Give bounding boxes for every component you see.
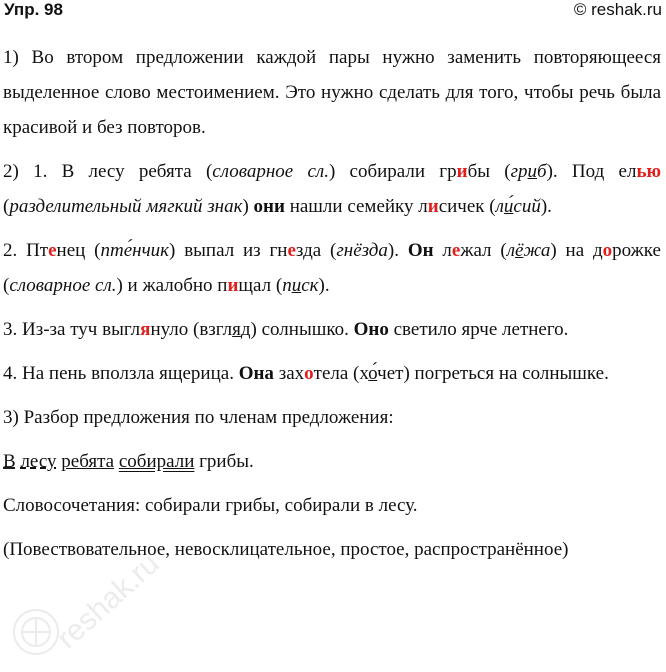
sentence-pair-3: 3. Из-за туч выглянуло (взгляд) солнышко. Оно светило ярче летнего. bbox=[3, 319, 569, 340]
answer-text bbox=[3, 40, 661, 567]
exercise-title: Упр. 98 bbox=[4, 0, 63, 19]
watermark-text: reshak.ru bbox=[50, 546, 166, 656]
sentence-pair-2: 2. Птенец (пте́нчик) выпал из гнезда (гнёзда). Он лежал (лёжа) на дорожке (словарное сл.) и жалобно пищал (писк). bbox=[3, 240, 661, 296]
sentence-pair-4: 4. На пень вползла ящерица. Она захотела (хо́чет) погреться на солнышке. bbox=[3, 363, 609, 384]
paragraph-1: 1) Во втором предложении каждой пары нужно заменить повторяющееся выделенное слово местоимением. Это нужно сделать для того, чтобы речь была красивой и без повторов. bbox=[3, 47, 661, 138]
sentence-characteristics: (Повествовательное, невосклицательное, простое, распространённое) bbox=[3, 539, 569, 560]
paragraph-3: 3) Разбор предложения по членам предложения: bbox=[3, 407, 394, 428]
sentence-parse: В лесу ребята собирали грибы. bbox=[3, 451, 254, 472]
site-credit: © reshak.ru bbox=[573, 0, 662, 19]
phrases-line: Словосочетания: собирали грибы, собирали в лесу. bbox=[3, 495, 418, 516]
sentence-pair-1: 2) 1. В лесу ребята (словарное сл.) собирали грибы (гриб). Под елью (разделительный мягкий знак) они нашли семейку лисичек (ли́сий). bbox=[3, 161, 662, 217]
page-header bbox=[4, 0, 662, 24]
